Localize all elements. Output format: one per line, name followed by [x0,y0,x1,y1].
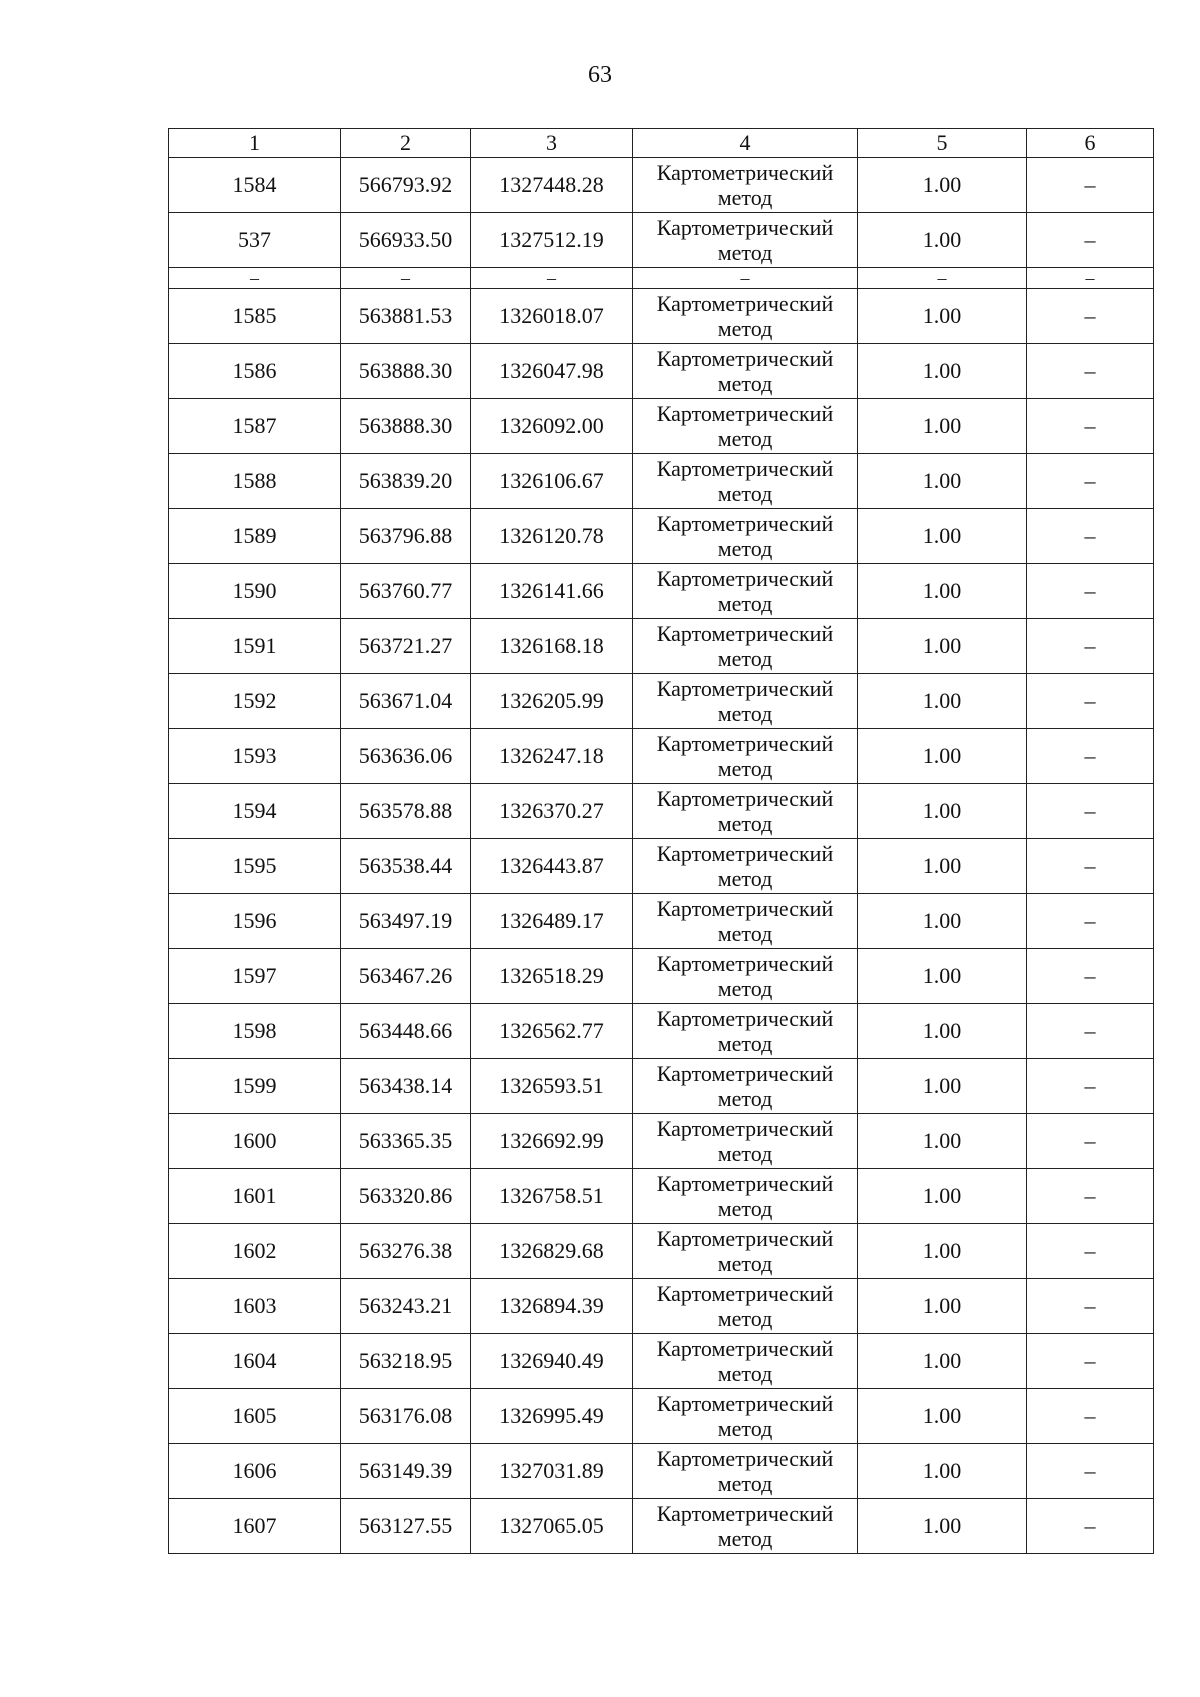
x-coordinate-cell: 563438.14 [341,1059,471,1114]
table-row [169,1499,1154,1554]
x-coordinate-cell: 563538.44 [341,839,471,894]
precision-cell: 1.00 [858,729,1027,784]
point-number-cell: 1602 [169,1224,341,1279]
method-cell: Картометрический метод [633,564,858,619]
y-coordinate-cell: 1326106.67 [471,454,633,509]
x-coordinate-cell: 563796.88 [341,509,471,564]
table-row [169,1334,1154,1389]
precision-cell: 1.00 [858,1444,1027,1499]
column-6-cell: – [1027,289,1154,344]
precision-cell: 1.00 [858,1059,1027,1114]
x-coordinate-cell: 563467.26 [341,949,471,1004]
y-coordinate-cell: 1326205.99 [471,674,633,729]
y-coordinate-cell: 1326758.51 [471,1169,633,1224]
precision-cell: 1.00 [858,1169,1027,1224]
y-coordinate-cell: 1327448.28 [471,158,633,213]
coordinates-table [168,128,1154,1554]
table-row [169,1279,1154,1334]
method-cell: Картометрический метод [633,289,858,344]
y-coordinate-cell: – [471,268,633,289]
table-row [169,1389,1154,1444]
method-cell: Картометрический метод [633,674,858,729]
method-cell: Картометрический метод [633,1114,858,1169]
column-6-cell: – [1027,1279,1154,1334]
method-cell: Картометрический метод [633,344,858,399]
method-cell: Картометрический метод [633,1389,858,1444]
x-coordinate-cell: – [341,268,471,289]
method-cell: Картометрический метод [633,1059,858,1114]
point-number-cell: 1605 [169,1389,341,1444]
point-number-cell: 1594 [169,784,341,839]
point-number-cell: 1604 [169,1334,341,1389]
table-row [169,564,1154,619]
point-number-cell: 1599 [169,1059,341,1114]
precision-cell: 1.00 [858,564,1027,619]
x-coordinate-cell: 563365.35 [341,1114,471,1169]
point-number-cell: 1586 [169,344,341,399]
y-coordinate-cell: 1326047.98 [471,344,633,399]
x-coordinate-cell: 563881.53 [341,289,471,344]
point-number-cell: 537 [169,213,341,268]
point-number-cell: 1601 [169,1169,341,1224]
point-number-cell: 1593 [169,729,341,784]
precision-cell: 1.00 [858,344,1027,399]
y-coordinate-cell: 1326443.87 [471,839,633,894]
precision-cell: 1.00 [858,509,1027,564]
page-number: 63 [588,62,612,88]
y-coordinate-cell: 1326692.99 [471,1114,633,1169]
precision-cell: 1.00 [858,454,1027,509]
point-number-cell: 1607 [169,1499,341,1554]
point-number-cell: 1585 [169,289,341,344]
method-cell: Картометрический метод [633,1279,858,1334]
precision-cell: 1.00 [858,1004,1027,1059]
method-cell: Картометрический метод [633,399,858,454]
table-body [169,158,1154,1554]
precision-cell: 1.00 [858,1389,1027,1444]
precision-cell: 1.00 [858,399,1027,454]
x-coordinate-cell: 563721.27 [341,619,471,674]
column-header: 3 [471,129,633,158]
column-6-cell: – [1027,729,1154,784]
x-coordinate-cell: 563578.88 [341,784,471,839]
x-coordinate-cell: 563888.30 [341,344,471,399]
point-number-cell: 1600 [169,1114,341,1169]
precision-cell: 1.00 [858,1114,1027,1169]
method-cell: Картометрический метод [633,1224,858,1279]
column-6-cell: – [1027,1004,1154,1059]
separator-row [169,268,1154,289]
column-6-cell: – [1027,344,1154,399]
table-row [169,894,1154,949]
method-cell: Картометрический метод [633,619,858,674]
y-coordinate-cell: 1326894.39 [471,1279,633,1334]
method-cell: Картометрический метод [633,158,858,213]
table-row [169,213,1154,268]
x-coordinate-cell: 563839.20 [341,454,471,509]
method-cell: Картометрический метод [633,949,858,1004]
column-header: 4 [633,129,858,158]
x-coordinate-cell: 563320.86 [341,1169,471,1224]
column-6-cell: – [1027,1499,1154,1554]
precision-cell: 1.00 [858,894,1027,949]
method-cell: Картометрический метод [633,839,858,894]
table-row [169,1059,1154,1114]
point-number-cell: 1606 [169,1444,341,1499]
precision-cell: 1.00 [858,1334,1027,1389]
y-coordinate-cell: 1327065.05 [471,1499,633,1554]
method-cell: Картометрический метод [633,1169,858,1224]
y-coordinate-cell: 1326018.07 [471,289,633,344]
table-row [169,674,1154,729]
y-coordinate-cell: 1326562.77 [471,1004,633,1059]
column-6-cell: – [1027,1334,1154,1389]
column-header: 2 [341,129,471,158]
column-header: 6 [1027,129,1154,158]
table-row [169,454,1154,509]
y-coordinate-cell: 1326120.78 [471,509,633,564]
method-cell: Картометрический метод [633,1499,858,1554]
method-cell: Картометрический метод [633,1444,858,1499]
column-header: 5 [858,129,1027,158]
column-6-cell: – [1027,1114,1154,1169]
y-coordinate-cell: 1326518.29 [471,949,633,1004]
method-cell: Картометрический метод [633,729,858,784]
x-coordinate-cell: 563276.38 [341,1224,471,1279]
column-6-cell: – [1027,268,1154,289]
point-number-cell: 1603 [169,1279,341,1334]
precision-cell: 1.00 [858,213,1027,268]
table-row [169,1004,1154,1059]
precision-cell: 1.00 [858,839,1027,894]
point-number-cell: 1589 [169,509,341,564]
precision-cell: 1.00 [858,784,1027,839]
column-6-cell: – [1027,674,1154,729]
column-6-cell: – [1027,509,1154,564]
x-coordinate-cell: 563497.19 [341,894,471,949]
x-coordinate-cell: 563636.06 [341,729,471,784]
column-6-cell: – [1027,894,1154,949]
method-cell: Картометрический метод [633,213,858,268]
y-coordinate-cell: 1326247.18 [471,729,633,784]
table-row [169,399,1154,454]
x-coordinate-cell: 563888.30 [341,399,471,454]
point-number-cell: 1590 [169,564,341,619]
column-6-cell: – [1027,1224,1154,1279]
y-coordinate-cell: 1327031.89 [471,1444,633,1499]
x-coordinate-cell: 563243.21 [341,1279,471,1334]
column-6-cell: – [1027,158,1154,213]
table-row [169,839,1154,894]
table-row [169,344,1154,399]
point-number-cell: 1595 [169,839,341,894]
table-row [169,949,1154,1004]
y-coordinate-cell: 1326092.00 [471,399,633,454]
point-number-cell: 1584 [169,158,341,213]
method-cell: Картометрический метод [633,1004,858,1059]
y-coordinate-cell: 1326489.17 [471,894,633,949]
point-number-cell: 1591 [169,619,341,674]
column-6-cell: – [1027,949,1154,1004]
x-coordinate-cell: 563760.77 [341,564,471,619]
precision-cell: 1.00 [858,1224,1027,1279]
precision-cell: 1.00 [858,158,1027,213]
x-coordinate-cell: 566933.50 [341,213,471,268]
column-6-cell: – [1027,454,1154,509]
y-coordinate-cell: 1326995.49 [471,1389,633,1444]
column-6-cell: – [1027,839,1154,894]
method-cell: Картометрический метод [633,509,858,564]
precision-cell: 1.00 [858,674,1027,729]
precision-cell: 1.00 [858,619,1027,674]
method-cell: Картометрический метод [633,894,858,949]
column-6-cell: – [1027,1389,1154,1444]
precision-cell: 1.00 [858,1499,1027,1554]
precision-cell: – [858,268,1027,289]
column-6-cell: – [1027,1444,1154,1499]
table-row [169,729,1154,784]
x-coordinate-cell: 566793.92 [341,158,471,213]
column-header: 1 [169,129,341,158]
column-6-cell: – [1027,1169,1154,1224]
point-number-cell: – [169,268,341,289]
column-6-cell: – [1027,784,1154,839]
precision-cell: 1.00 [858,289,1027,344]
point-number-cell: 1587 [169,399,341,454]
x-coordinate-cell: 563218.95 [341,1334,471,1389]
table-row [169,289,1154,344]
x-coordinate-cell: 563127.55 [341,1499,471,1554]
column-6-cell: – [1027,619,1154,674]
column-6-cell: – [1027,213,1154,268]
point-number-cell: 1598 [169,1004,341,1059]
y-coordinate-cell: 1326829.68 [471,1224,633,1279]
method-cell: Картометрический метод [633,784,858,839]
table-row [169,1444,1154,1499]
point-number-cell: 1596 [169,894,341,949]
table-row [169,1224,1154,1279]
y-coordinate-cell: 1326593.51 [471,1059,633,1114]
y-coordinate-cell: 1326370.27 [471,784,633,839]
x-coordinate-cell: 563176.08 [341,1389,471,1444]
method-cell: Картометрический метод [633,1334,858,1389]
method-cell: Картометрический метод [633,454,858,509]
y-coordinate-cell: 1326940.49 [471,1334,633,1389]
table-header-row [169,129,1154,158]
point-number-cell: 1588 [169,454,341,509]
precision-cell: 1.00 [858,949,1027,1004]
x-coordinate-cell: 563149.39 [341,1444,471,1499]
y-coordinate-cell: 1327512.19 [471,213,633,268]
column-6-cell: – [1027,399,1154,454]
precision-cell: 1.00 [858,1279,1027,1334]
y-coordinate-cell: 1326141.66 [471,564,633,619]
table-row [169,158,1154,213]
table-row [169,509,1154,564]
y-coordinate-cell: 1326168.18 [471,619,633,674]
point-number-cell: 1592 [169,674,341,729]
table-row [169,1114,1154,1169]
point-number-cell: 1597 [169,949,341,1004]
table-row [169,619,1154,674]
table-row [169,784,1154,839]
x-coordinate-cell: 563448.66 [341,1004,471,1059]
x-coordinate-cell: 563671.04 [341,674,471,729]
column-6-cell: – [1027,564,1154,619]
method-cell: – [633,268,858,289]
table-row [169,1169,1154,1224]
column-6-cell: – [1027,1059,1154,1114]
